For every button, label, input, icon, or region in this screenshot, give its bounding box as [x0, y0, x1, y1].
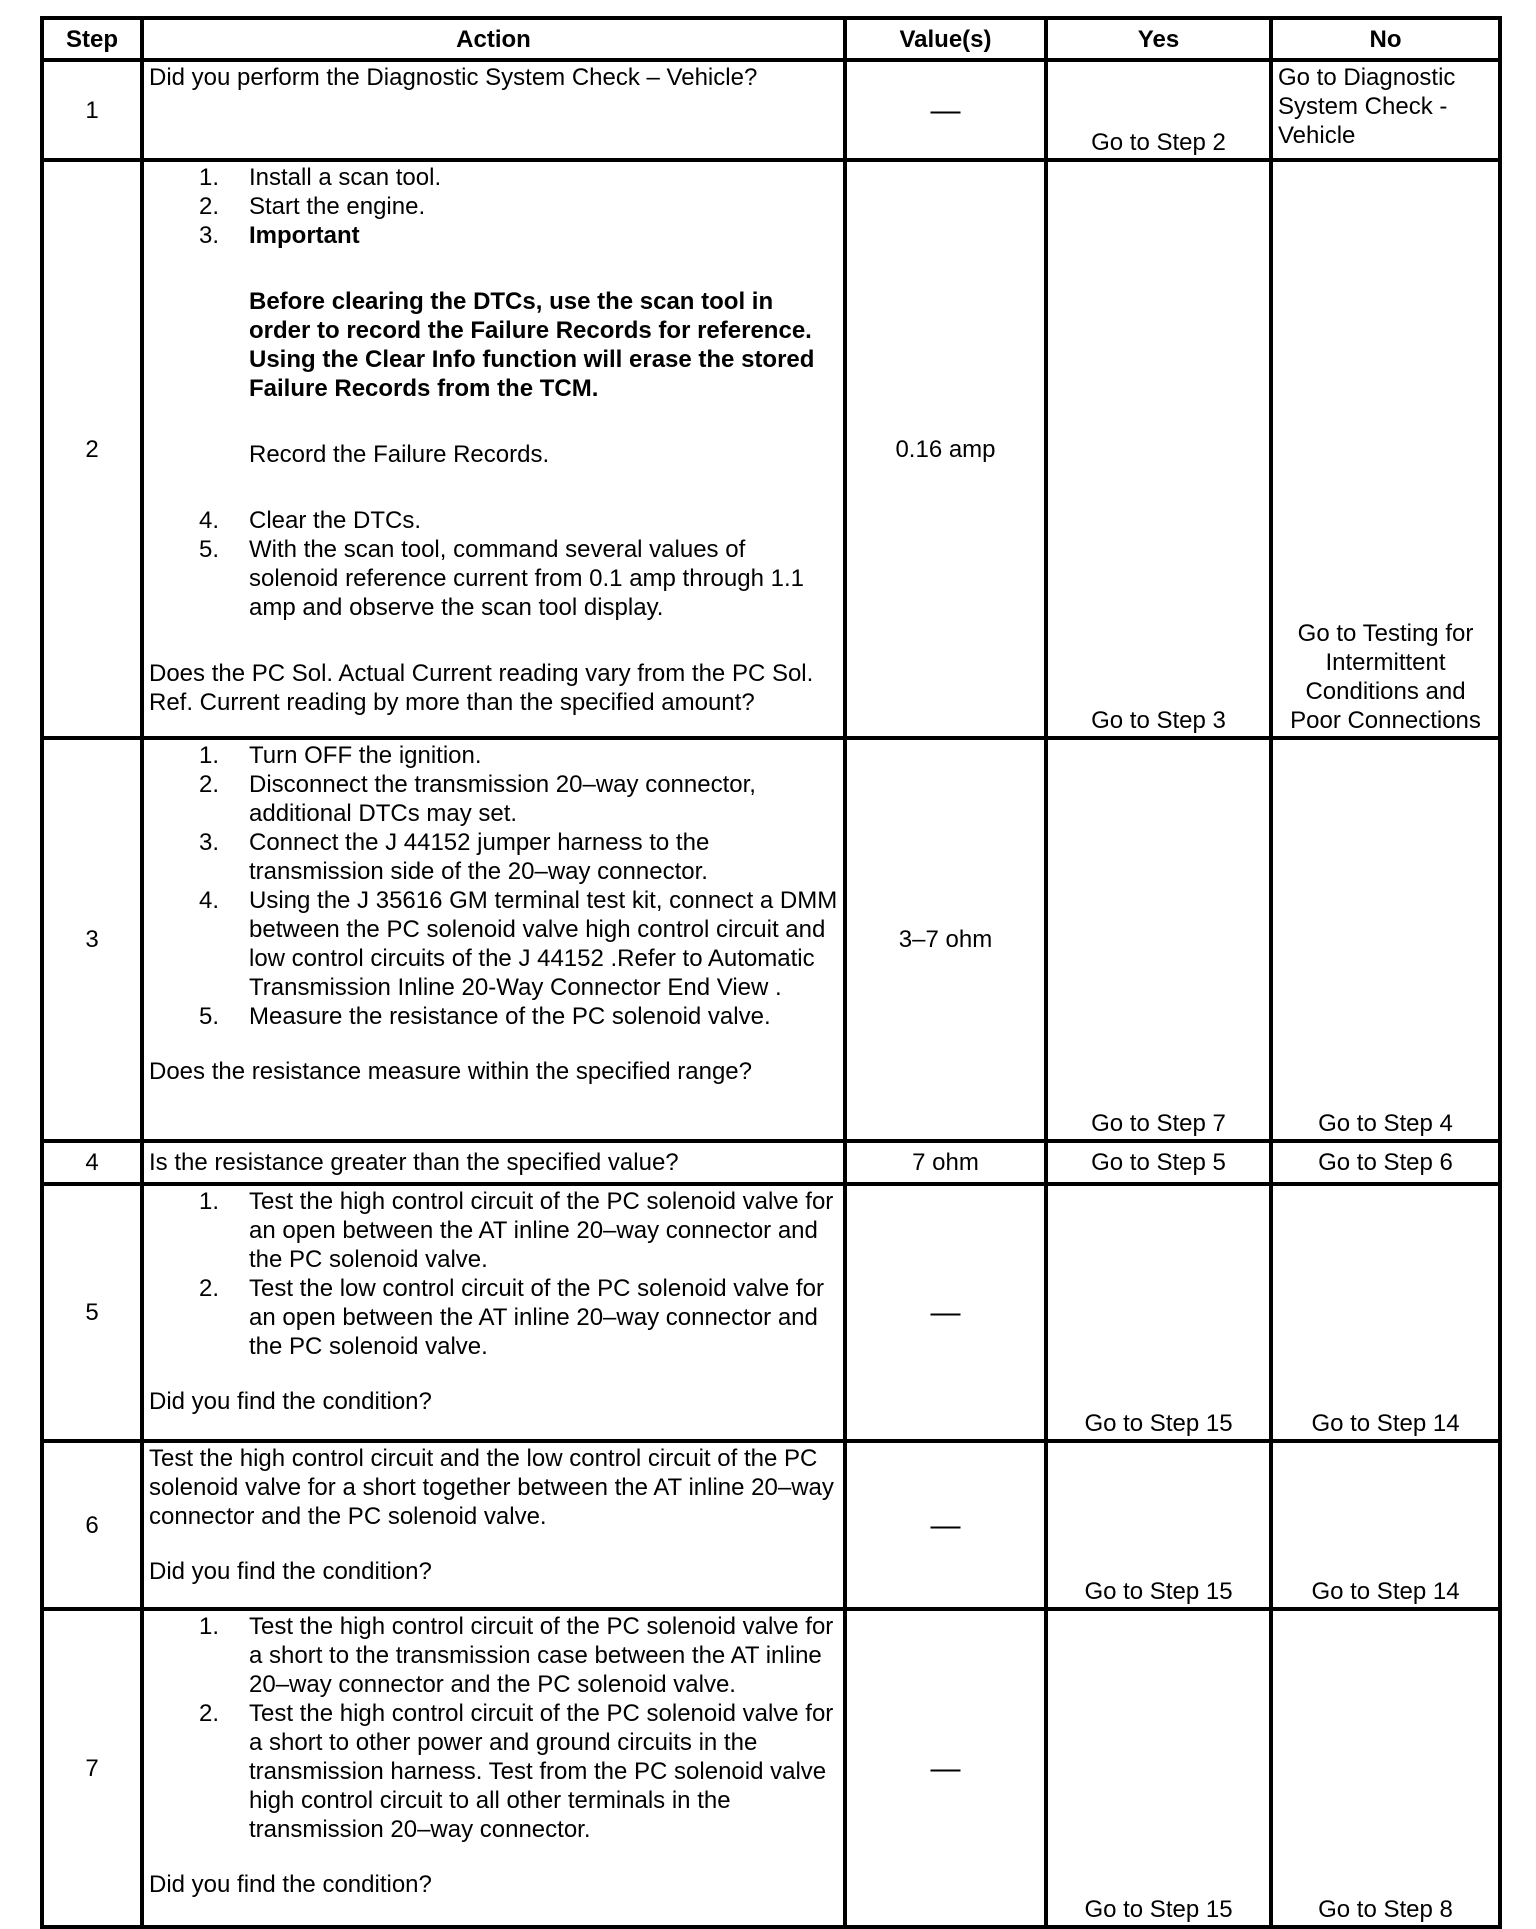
action-cell — [142, 738, 845, 1141]
table-row-step-1 — [42, 60, 1500, 160]
step-number: 4 — [42, 1141, 142, 1184]
value-cell: 3–7 ohm — [845, 738, 1046, 1141]
step-number: 6 — [42, 1441, 142, 1609]
value-cell: — — [845, 1609, 1046, 1927]
list-item: 1. Test the high control circuit of the PC solenoid valve for a short to the transmission case between the AT inline 20–way connector and the PC solenoid valve. — [199, 1613, 834, 1698]
yes-cell: Go to Step 3 — [1046, 160, 1271, 738]
yes-cell: Go to Step 15 — [1046, 1184, 1271, 1441]
list-item: 2. Test the high control circuit of the PC solenoid valve for a short to other power and ground circuits in the transmission harness. Test from the PC solenoid valve high control circuit to all other terminals in the transmission 20–way connector. — [199, 1700, 834, 1843]
value-cell: 7 ohm — [845, 1141, 1046, 1184]
action-text: Did you perform the Diagnostic System Check – Vehicle? — [142, 60, 845, 160]
action-question: Did you find the condition? — [149, 1388, 432, 1415]
no-cell: Go to Step 14 — [1271, 1441, 1500, 1609]
action-question: Did you find the condition? — [149, 1871, 432, 1898]
no-cell: Go to Step 14 — [1271, 1184, 1500, 1441]
important-title: Important — [249, 222, 360, 249]
list-item: 1. Test the high control circuit of the PC solenoid valve for an open between the AT inline 20–way connector and the PC solenoid valve. — [199, 1188, 834, 1273]
header-no: No — [1271, 18, 1500, 60]
action-cell — [142, 160, 845, 738]
action-question: Does the PC Sol. Actual Current reading vary from the PC Sol. Ref. Current reading by more than the specified amount? — [149, 660, 814, 716]
action-question: Does the resistance measure within the specified range? — [149, 1058, 752, 1085]
no-cell: Go to Diagnostic System Check - Vehicle — [1271, 60, 1500, 160]
yes-cell: Go to Step 5 — [1046, 1141, 1271, 1184]
value-cell: — — [845, 1184, 1046, 1441]
header-row — [42, 18, 1500, 60]
no-cell: Go to Step 4 — [1271, 738, 1500, 1141]
list-item: 1. Turn OFF the ignition. — [199, 742, 482, 769]
list-item: 2. Test the low control circuit of the PC solenoid valve for an open between the AT inline 20–way connector and the PC solenoid valve. — [199, 1275, 824, 1360]
list-item: 5. Measure the resistance of the PC solenoid valve. — [199, 1003, 771, 1030]
no-cell: Go to Step 6 — [1271, 1141, 1500, 1184]
step-number: 3 — [42, 738, 142, 1141]
action-steps-list — [149, 163, 838, 622]
action-steps-list — [149, 741, 838, 1031]
important-record: Record the Failure Records. — [249, 441, 550, 468]
list-item: 5. With the scan tool, command several values of solenoid reference current from 0.1 amp through 1.1 amp and observe the scan tool display. — [199, 536, 804, 621]
step-number: 5 — [42, 1184, 142, 1441]
yes-cell: Go to Step 2 — [1046, 60, 1271, 160]
action-cell — [142, 1184, 845, 1441]
action-question: Did you find the condition? — [149, 1558, 432, 1585]
value-cell: — — [845, 1441, 1046, 1609]
table-row-step-7 — [42, 1609, 1500, 1927]
list-item: 1. Install a scan tool. — [199, 164, 442, 191]
no-cell: Go to Testing for Intermittent Conditions and Poor Connections — [1271, 160, 1500, 738]
step-number: 7 — [42, 1609, 142, 1927]
list-item: 4. Clear the DTCs. — [199, 507, 422, 534]
table-row-step-5 — [42, 1184, 1500, 1441]
action-text: Is the resistance greater than the specified value? — [142, 1141, 845, 1184]
action-cell — [142, 1441, 845, 1609]
header-yes: Yes — [1046, 18, 1271, 60]
step-number: 2 — [42, 160, 142, 738]
action-text: Test the high control circuit and the low control circuit of the PC solenoid valve for a short together between the AT inline 20–way connector and the PC solenoid valve. — [149, 1445, 834, 1530]
table-row-step-4 — [42, 1141, 1500, 1184]
list-item: 4. Using the J 35616 GM terminal test kit, connect a DMM between the PC solenoid valve high control circuit and low control circuits of the J 44152 .Refer to Automatic Transmission Inline 20-Way Connector End View . — [199, 887, 838, 1001]
diagnostic-table — [40, 16, 1502, 1929]
list-item-important: 3. Important Before clearing the DTCs, use the scan tool in order to record the Failure Records for reference. Using the Clear Info function will erase the stored Failure Records from the TCM. Record the Failure Records. — [149, 221, 838, 469]
action-steps-list — [149, 1187, 838, 1361]
header-step: Step — [42, 18, 142, 60]
list-item: 3. Connect the J 44152 jumper harness to the transmission side of the 20–way connector. — [199, 829, 710, 885]
header-action: Action — [142, 18, 845, 60]
list-item: 2. Start the engine. — [199, 193, 426, 220]
value-cell: 0.16 amp — [845, 160, 1046, 738]
table-row-step-6 — [42, 1441, 1500, 1609]
yes-cell: Go to Step 7 — [1046, 738, 1271, 1141]
yes-cell: Go to Step 15 — [1046, 1609, 1271, 1927]
step-number: 1 — [42, 60, 142, 160]
action-steps-list — [149, 1612, 838, 1844]
header-values: Value(s) — [845, 18, 1046, 60]
yes-cell: Go to Step 15 — [1046, 1441, 1271, 1609]
no-cell: Go to Step 8 — [1271, 1609, 1500, 1927]
important-note: Before clearing the DTCs, use the scan tool in order to record the Failure Records for reference. Using the Clear Info function will erase the stored Failure Records from the TCM. — [249, 288, 815, 402]
table-row-step-2 — [42, 160, 1500, 738]
table-row-step-3 — [42, 738, 1500, 1141]
value-cell: — — [845, 60, 1046, 160]
list-item: 2. Disconnect the transmission 20–way connector, additional DTCs may set. — [199, 771, 756, 827]
action-cell — [142, 1609, 845, 1927]
